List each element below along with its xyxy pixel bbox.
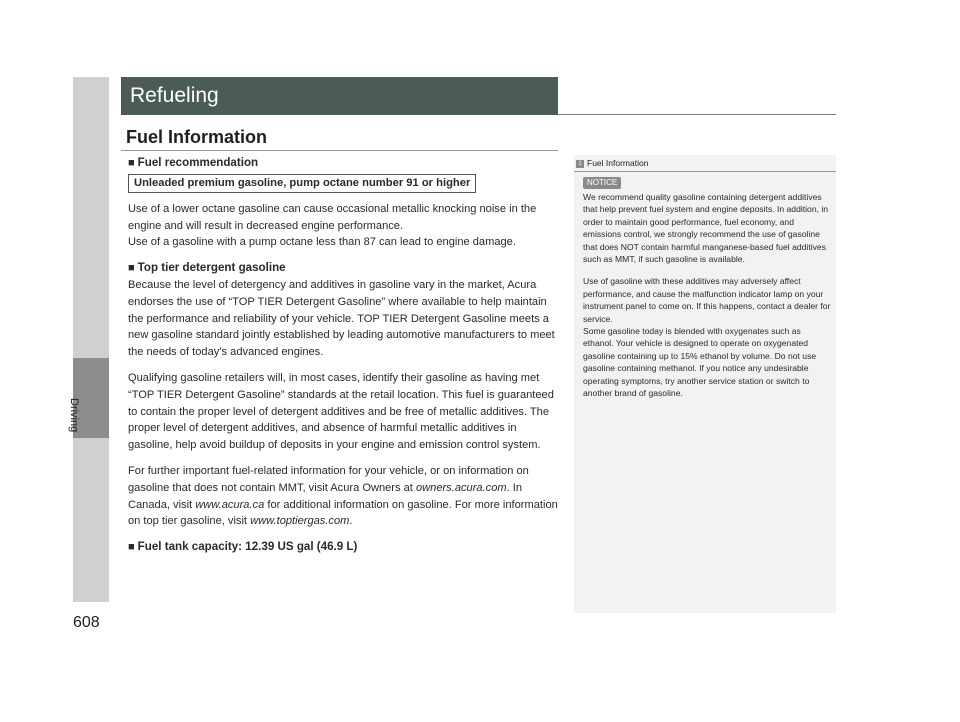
main-column [128,155,558,556]
notice-badge: NOTICE [583,177,621,189]
sidebar-note-body [583,191,833,400]
owners-acura-link[interactable]: owners.acura.com [415,481,507,494]
octane-warning-1: Use of a lower octane gasoline can cause occasional metallic knocking noise in the engine and will result in decreased engine performance. [128,202,537,232]
fuel-spec-box: Unleaded premium gasoline, pump octane number 91 or higher [128,174,476,193]
sidebar-paragraph-3: Some gasoline today is blended with oxygenates such as ethanol. Your vehicle is designed to operate on oxygenated gasoline containing up to 15% ethanol by volume. Do not use gasoline containing methanol. If you notice any undesirable operating symptoms, try another service station or switch to another brand of gasoline. [583,326,817,399]
sidebar-note-panel [574,155,836,613]
top-tier-heading [128,260,558,277]
square-bullet-icon: ■ [128,541,135,554]
para3-text-b: . In Canada, visit [128,481,523,511]
tank-capacity-heading-text: Fuel tank capacity: 12.39 US gal (46.9 L) [137,540,358,554]
top-tier-paragraph-2: Qualifying gasoline retailers will, in most cases, identify their gasoline as having met “TOP TIER Detergent Gasoline” standards at the retail location. This fuel is guaranteed to contain the proper level of detergent additives and be free of metallic additives. The proper level of detergent additives, and absence of harmful metallic additives in gasoline, help avoid buildup of deposits in your engine and emission control system. [128,371,554,452]
square-bullet-icon: ■ [128,262,135,275]
para3-text-d: . [349,515,353,528]
chapter-tab-label: Driving [68,398,80,433]
section-title: Refueling [130,84,219,107]
sidebar-notice-text: We recommend quality gasoline containing detergent additives that help prevent fuel system and engine deposits. In addition, in order to maintain good performance, fuel economy, and emissions control, we strongly recommend the use of gasoline that does NOT contain harmful manganese-based fuel additives such as MMT, if such gasoline is available. [583,192,829,265]
note-number-icon: 1 [576,160,584,168]
heading-divider [121,150,558,151]
sidebar-paragraph-2: Use of gasoline with these additives may adversely affect performance, and cause the malfunction indicator lamp on your instrument panel to come on. If this happens, contact a dealer for service. [583,276,831,324]
tank-capacity-heading [128,539,558,556]
sidebar-note-header [574,155,836,172]
acura-ca-link[interactable]: www.acura.ca [195,498,265,511]
section-title-banner [121,77,558,115]
toptiergas-link[interactable]: www.toptiergas.com [250,515,350,528]
top-tier-paragraph-3 [128,463,558,530]
chapter-tab-strip [73,77,109,602]
banner-divider [558,114,836,115]
top-tier-heading-text: Top tier detergent gasoline [137,261,286,275]
page-heading: Fuel Information [126,127,267,147]
fuel-recommendation-heading [128,155,558,172]
page-number: 608 [73,614,100,631]
sidebar-note-title: Fuel Information [587,158,649,168]
para3-text-c: for additional information on gasoline. For more information on top tier gasoline, visit [128,498,558,528]
fuel-recommendation-heading-text: Fuel recommendation [137,156,259,169]
para3-text-a: For further important fuel-related information for your vehicle, or on information on gasoline that does not contain MMT, visit Acura Owners at [128,464,529,494]
square-bullet-icon: ■ [128,157,135,169]
top-tier-paragraph-1: Because the level of detergency and additives in gasoline vary in the market, Acura endorses the use of “TOP TIER Detergent Gasoline” where available to help maintain the performance and reliability of your vehicle. TOP TIER Detergent Gasoline meets a new gasoline standard jointly established by leading automotive manufacturers to meet the needs of today’s advanced engines. [128,278,555,359]
octane-warning-2: Use of a gasoline with a pump octane less than 87 can lead to engine damage. [128,236,516,249]
